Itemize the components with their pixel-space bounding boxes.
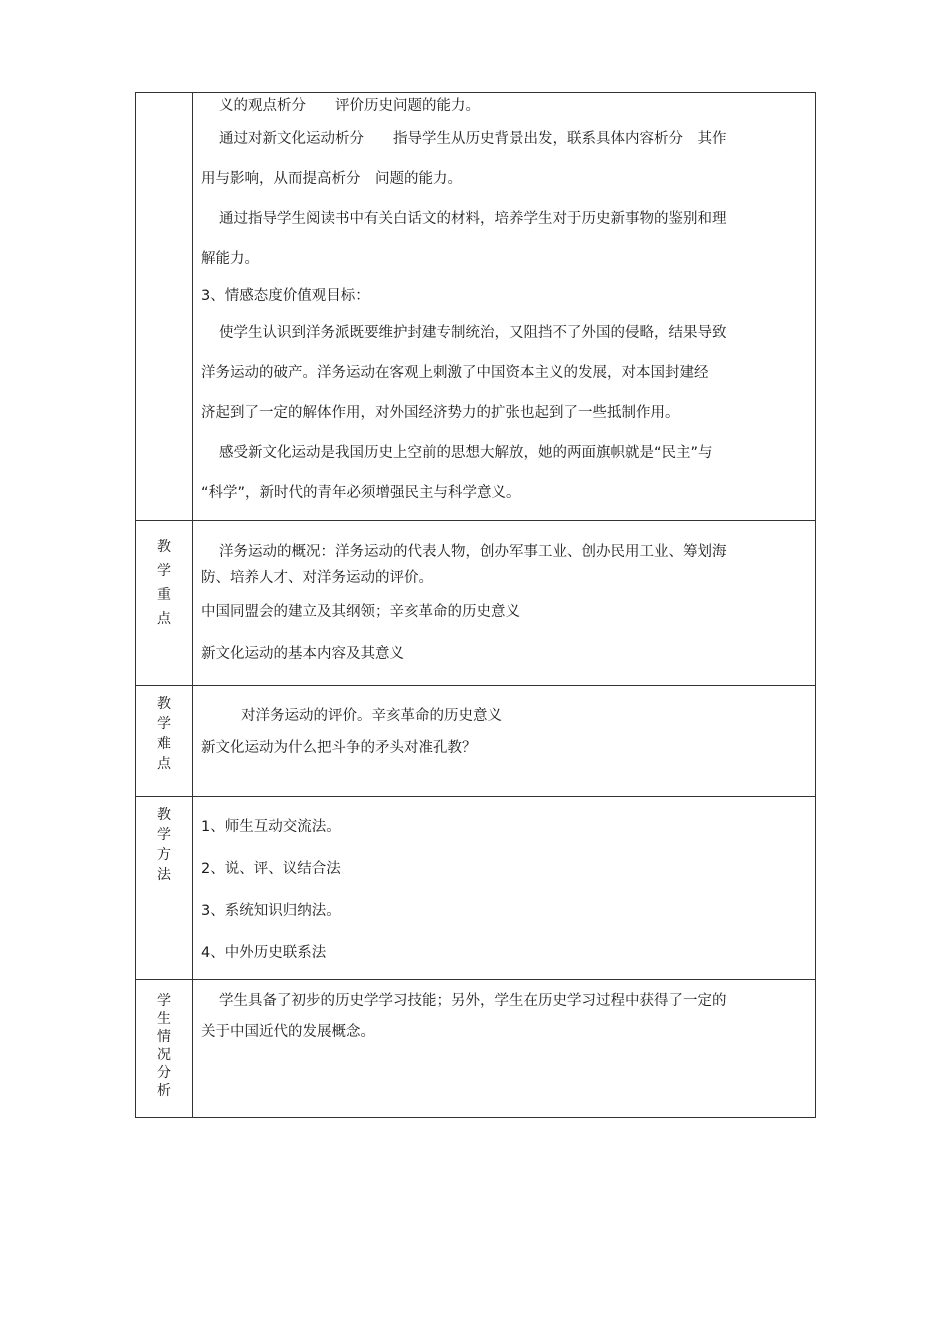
- student-analysis-line-1: 学生具备了初步的历史学学习技能；另外，学生在历史学习过程中获得了一定的: [219, 993, 727, 1009]
- key-points-line-1: 洋务运动的概况：洋务运动的代表人物，创办军事工业、创办民用工业、筹划海: [219, 544, 727, 560]
- student-analysis-label-char: 情: [157, 1029, 171, 1045]
- difficulties-label-cell: [136, 686, 193, 797]
- goals-line-4: 通过指导学生阅读书中有关白话文的材料，培养学生对于历史新事物的鉴别和理: [219, 211, 727, 227]
- methods-label-cell: [136, 797, 193, 980]
- methods-line-1: 1、师生互动交流法。: [201, 819, 341, 835]
- key-points-row: [136, 521, 816, 686]
- difficulties-row: [136, 686, 816, 797]
- difficulties-label-char: 点: [157, 756, 171, 772]
- difficulties-label-char: 教: [157, 696, 171, 712]
- student-analysis-label-char: 学: [157, 993, 171, 1009]
- key-points-label-char: 学: [157, 563, 171, 579]
- student-analysis-label-char: 况: [157, 1047, 171, 1063]
- key-points-line-4: 新文化运动的基本内容及其意义: [201, 646, 404, 662]
- goals-line-10: 感受新文化运动是我国历史上空前的思想大解放，她的两面旗帜就是“民主”与: [219, 445, 713, 461]
- methods-label-char: 学: [157, 827, 171, 843]
- goals-line-1: 义的观点析分 评价历史问题的能力。: [219, 98, 480, 114]
- key-points-label-char: 重: [157, 587, 171, 603]
- student-analysis-label-char: 析: [157, 1083, 171, 1099]
- student-analysis-label-cell: [136, 980, 193, 1118]
- difficulties-line-2: 新文化运动为什么把斗争的矛头对准孔教？: [201, 740, 477, 756]
- goals-line-5: 解能力。: [201, 251, 259, 267]
- key-points-label-cell: [136, 521, 193, 686]
- goals-row: [136, 93, 816, 521]
- methods-content-cell: [193, 797, 816, 980]
- difficulties-label-char: 学: [157, 716, 171, 732]
- goals-content-cell: [193, 93, 816, 521]
- key-points-label-char: 点: [157, 611, 171, 627]
- goals-line-3: 用与影响，从而提高析分 问题的能力。: [201, 171, 462, 187]
- key-points-line-3: 中国同盟会的建立及其纲领；辛亥革命的历史意义: [201, 604, 520, 620]
- methods-label-char: 法: [157, 867, 171, 883]
- key-points-content-cell: [193, 521, 816, 686]
- goals-label-cell: [136, 93, 193, 521]
- goals-line-8: 洋务运动的破产。洋务运动在客观上刺激了中国资本主义的发展，对本国封建经: [201, 365, 709, 381]
- student-analysis-label-char: 分: [157, 1065, 171, 1081]
- goals-line-9: 济起到了一定的解体作用，对外国经济势力的扩张也起到了一些抵制作用。: [201, 405, 680, 421]
- methods-line-3: 3、系统知识归纳法。: [201, 903, 341, 919]
- goals-line-11: “科学”，新时代的青年必须增强民主与科学意义。: [201, 485, 521, 501]
- key-points-line-2: 防、培养人才、对洋务运动的评价。: [201, 570, 433, 586]
- goals-line-2: 通过对新文化运动析分 指导学生从历史背景出发，联系具体内容析分 其作: [219, 131, 727, 147]
- goals-line-7: 使学生认识到洋务派既要维护封建专制统治，又阻挡不了外国的侵略，结果导致: [219, 325, 727, 341]
- methods-label-char: 教: [157, 807, 171, 823]
- difficulties-line-1: 对洋务运动的评价。辛亥革命的历史意义: [241, 708, 502, 724]
- difficulties-label-char: 难: [157, 736, 171, 752]
- lesson-plan-table: [135, 92, 816, 1118]
- student-analysis-label-char: 生: [157, 1011, 171, 1027]
- difficulties-content-cell: [193, 686, 816, 797]
- methods-row: [136, 797, 816, 980]
- methods-line-2: 2、说、评、议结合法: [201, 861, 341, 877]
- student-analysis-content-cell: [193, 980, 816, 1118]
- student-analysis-row: [136, 980, 816, 1118]
- student-analysis-line-2: 关于中国近代的发展概念。: [201, 1024, 375, 1040]
- key-points-label-char: 教: [157, 539, 171, 555]
- methods-label-char: 方: [157, 847, 171, 863]
- methods-line-4: 4、中外历史联系法: [201, 945, 327, 961]
- goals-heading-affective: 3、情感态度价值观目标：: [201, 288, 370, 304]
